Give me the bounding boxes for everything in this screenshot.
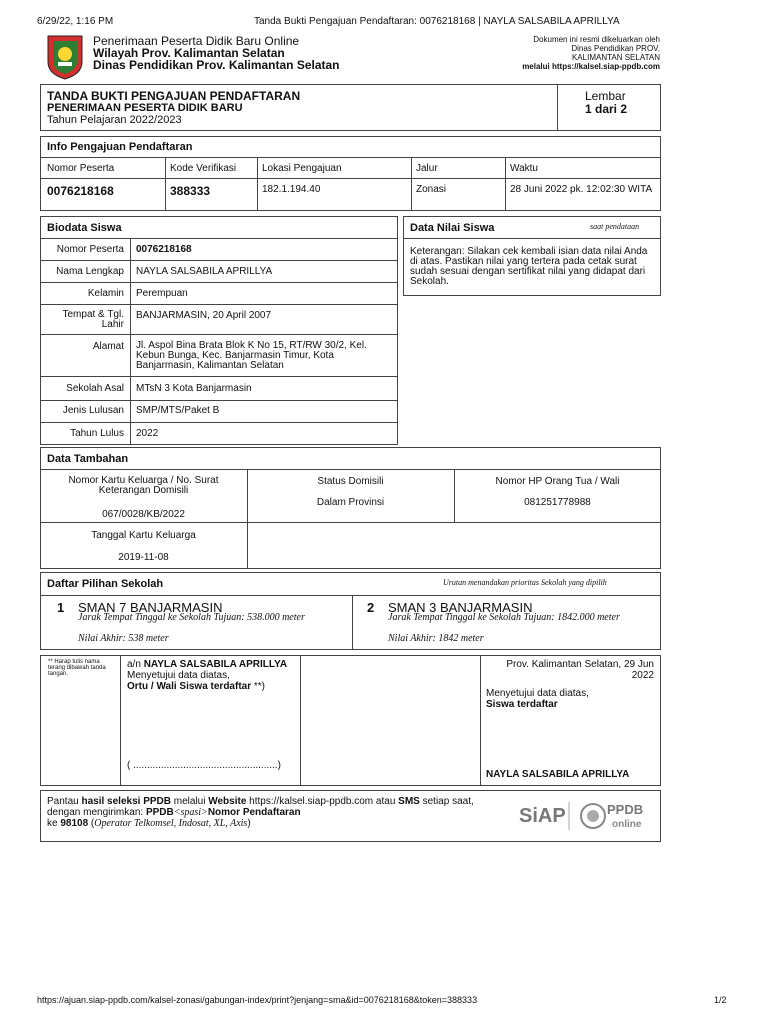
print-url: https://ajuan.siap-ppdb.com/kalsel-zonasi/gabungan-index/print?jenjang=sma&id=0076218168&token=388333 (37, 995, 478, 1005)
footer-text (47, 796, 487, 829)
place-date: Prov. Kalimantan Selatan, 29 Jun 2022 (506, 659, 654, 681)
ortu-an-name: NAYLA SALSABILA APRILLYA (143, 659, 288, 670)
siswa-sign-block (486, 688, 589, 710)
info-col-nomor: Nomor Peserta (47, 163, 115, 174)
footer-t2: hasil seleksi PPDB (81, 796, 171, 807)
tambahan-hp-label: Nomor HP Orang Tua / Wali (495, 476, 620, 487)
header-line2: Wilayah Prov. Kalimantan Selatan (93, 46, 285, 60)
pilihan-1-name: SMAN 7 BANJARMASIN (78, 600, 223, 615)
footer-t9: PPDB (145, 807, 174, 818)
footer-t8: dengan mengirimkan: (47, 807, 146, 818)
pilihan-note: Urutan menandakan prioritas Sekolah yang dipilih (443, 578, 607, 587)
footer-t12: ke (47, 818, 61, 829)
pilihan-2-no: 2 (367, 600, 375, 615)
header-right-note (522, 35, 660, 71)
bio-value-nomor: 0076218168 (136, 244, 192, 255)
info-col-lokasi: Lokasi Pengajuan (262, 163, 342, 174)
print-page-number: 1/2 (714, 995, 727, 1005)
header-right3: KALIMANTAN SELATAN (571, 53, 660, 62)
info-kode: 388333 (170, 184, 211, 198)
pilihan-2-name: SMAN 3 BANJARMASIN (388, 600, 533, 615)
footer-t7: setiap saat, (419, 796, 474, 807)
bio-value-nama: NAYLA SALSABILA APRILLYA (136, 266, 273, 277)
bio-label-nomor: Nomor Peserta (56, 244, 124, 255)
ortu-sign-block (127, 659, 297, 692)
pilihan-1-jarak: Jarak Tempat Tinggal ke Sekolah Tujuan: 538.000 meter (78, 612, 305, 623)
tambahan-heading: Data Tambahan (47, 453, 129, 465)
bio-label-tahun: Tahun Lulus (70, 428, 124, 439)
bio-label-ttl: Tempat & Tgl. Lahir (62, 309, 124, 330)
pilihan-1-nilai: Nilai Akhir: 538 meter (78, 633, 169, 644)
header-line1: Penerimaan Peserta Didik Baru Online (93, 34, 300, 48)
bio-value-jenis: SMP/MTS/Paket B (136, 405, 220, 416)
pilihan-2-jarak: Jarak Tempat Tinggal ke Sekolah Tujuan: 1842.000 meter (388, 612, 620, 623)
ortu-agree: Menyetujui data diatas, (127, 670, 230, 681)
bio-value-sekolah: MTsN 3 Kota Banjarmasin (136, 383, 252, 394)
ppdb-online-logo (578, 796, 654, 836)
ortu-blank-signature: ( ....................................................) (127, 760, 281, 771)
footer-t15: Operator Telkomsel, Indosat, XL, Axis (94, 818, 248, 829)
biodata-heading: Biodata Siswa (47, 222, 122, 234)
footer-t1: Pantau (47, 796, 82, 807)
bio-label-nama: Nama Lengkap (56, 266, 124, 277)
info-col-kode: Kode Verifikasi (170, 163, 237, 174)
ortu-an-line (127, 659, 297, 670)
footer-t16: ) (247, 818, 251, 829)
header-right2: Dinas Pendidikan PROV. (571, 44, 660, 53)
footer-t3: melalui (170, 796, 209, 807)
bio-label-sekolah: Sekolah Asal (66, 383, 124, 394)
siap-logo-text: SiAP (519, 805, 566, 827)
footer-t11: Nomor Pendaftaran (207, 807, 301, 818)
footer-t10: <spasi> (173, 807, 208, 818)
print-page-title: Tanda Bukti Pengajuan Pendaftaran: 0076218168 | NAYLA SALSABILA APRILLYA (254, 16, 620, 27)
ortu-role-line (127, 681, 297, 692)
info-lokasi: 182.1.194.40 (262, 184, 321, 195)
bio-value-ttl: BANJARMASIN, 20 April 2007 (136, 310, 272, 321)
info-nomor: 0076218168 (47, 184, 114, 198)
bio-label-alamat: Alamat (92, 341, 124, 352)
siswa-agree: Menyetujui data diatas, (486, 688, 589, 699)
ortu-an-prefix: a/n (127, 659, 144, 670)
info-col-jalur: Jalur (416, 163, 438, 174)
info-heading: Info Pengajuan Pendaftaran (47, 141, 193, 153)
siap-logo (505, 796, 575, 836)
nilai-note: saat pendataan (590, 222, 640, 231)
tambahan-section (40, 447, 661, 569)
info-waktu: 28 Juni 2022 pk. 12:02:30 WITA (510, 184, 653, 195)
footer-t14: ( (88, 818, 95, 829)
nilai-text: Keterangan: Silakan cek kembali isian data nilai Anda di atas. Pastikan nilai yang tertera pada cetak surat sudah sesuai dengan sertifikat nilai yang didapat dari Sekolah. (410, 246, 648, 287)
tambahan-domisili-label: Status Domisili (317, 476, 384, 487)
online-logo-text: online (612, 819, 642, 830)
tambahan-hp-value: 081251778988 (524, 497, 591, 508)
bio-value-kelamin: Perempuan (136, 288, 188, 299)
ortu-role: Ortu / Wali Siswa terdaftar (127, 681, 252, 692)
bio-value-tahun: 2022 (136, 428, 159, 439)
tambahan-tgl-kk-label: Tanggal Kartu Keluarga (91, 530, 196, 541)
header-line3: Dinas Pendidikan Prov. Kalimantan Selatan (93, 58, 340, 72)
doc-title: TANDA BUKTI PENGAJUAN PENDAFTARAN (47, 89, 301, 103)
tambahan-tgl-kk-value: 2019-11-08 (118, 552, 169, 563)
header-right4: melalui https://kalsel.siap-ppdb.com (522, 62, 660, 71)
sheet-value: 1 dari 2 (585, 102, 628, 116)
student-name-signature: NAYLA SALSABILA APRILLYA (486, 769, 630, 780)
footer-t13: 98108 (60, 818, 89, 829)
info-col-waktu: Waktu (510, 163, 538, 174)
doc-subtitle: PENERIMAAN PESERTA DIDIK BARU (47, 102, 243, 114)
header-right1: Dokumen ini resmi dikeluarkan oleh (533, 35, 660, 44)
footer-t4: Website (208, 796, 247, 807)
bio-label-jenis: Jenis Lulusan (62, 405, 124, 416)
pilihan-2-nilai: Nilai Akhir: 1842 meter (388, 633, 484, 644)
nilai-heading: Data Nilai Siswa (410, 222, 495, 234)
pilihan-heading: Daftar Pilihan Sekolah (47, 578, 164, 590)
bio-value-alamat: Jl. Aspol Bina Brata Blok K No 15, RT/RW 30/2, Kel. Kebun Bunga, Kec. Banjarmasin Timur, Kota Banjarmasin, Kalimantan Selatan (136, 340, 367, 371)
pilihan-1-no: 1 (57, 600, 65, 615)
signature-note: ** Harap tulis nama terang dibawah tanda tangan. (48, 659, 106, 677)
footer-t6: SMS (398, 796, 420, 807)
siswa-role: Siswa terdaftar (486, 699, 558, 710)
tambahan-kk-value: 067/0028/KB/2022 (102, 509, 185, 520)
footer-t5: https://kalsel.siap-ppdb.com atau (246, 796, 399, 807)
province-emblem-logo (46, 34, 84, 80)
ppdb-logo-text: PPDB (607, 802, 644, 817)
doc-year: Tahun Pelajaran 2022/2023 (47, 114, 182, 126)
tambahan-kk-label: Nomor Kartu Keluarga / No. Surat Keterangan Domisili (68, 475, 219, 496)
bio-label-kelamin: Kelamin (87, 288, 124, 299)
print-datetime: 6/29/22, 1:16 PM (37, 16, 114, 27)
info-jalur: Zonasi (416, 184, 447, 195)
sheet-label: Lembar (585, 89, 626, 103)
tambahan-domisili-value: Dalam Provinsi (316, 497, 385, 508)
ortu-role-suffix: **) (251, 681, 266, 692)
